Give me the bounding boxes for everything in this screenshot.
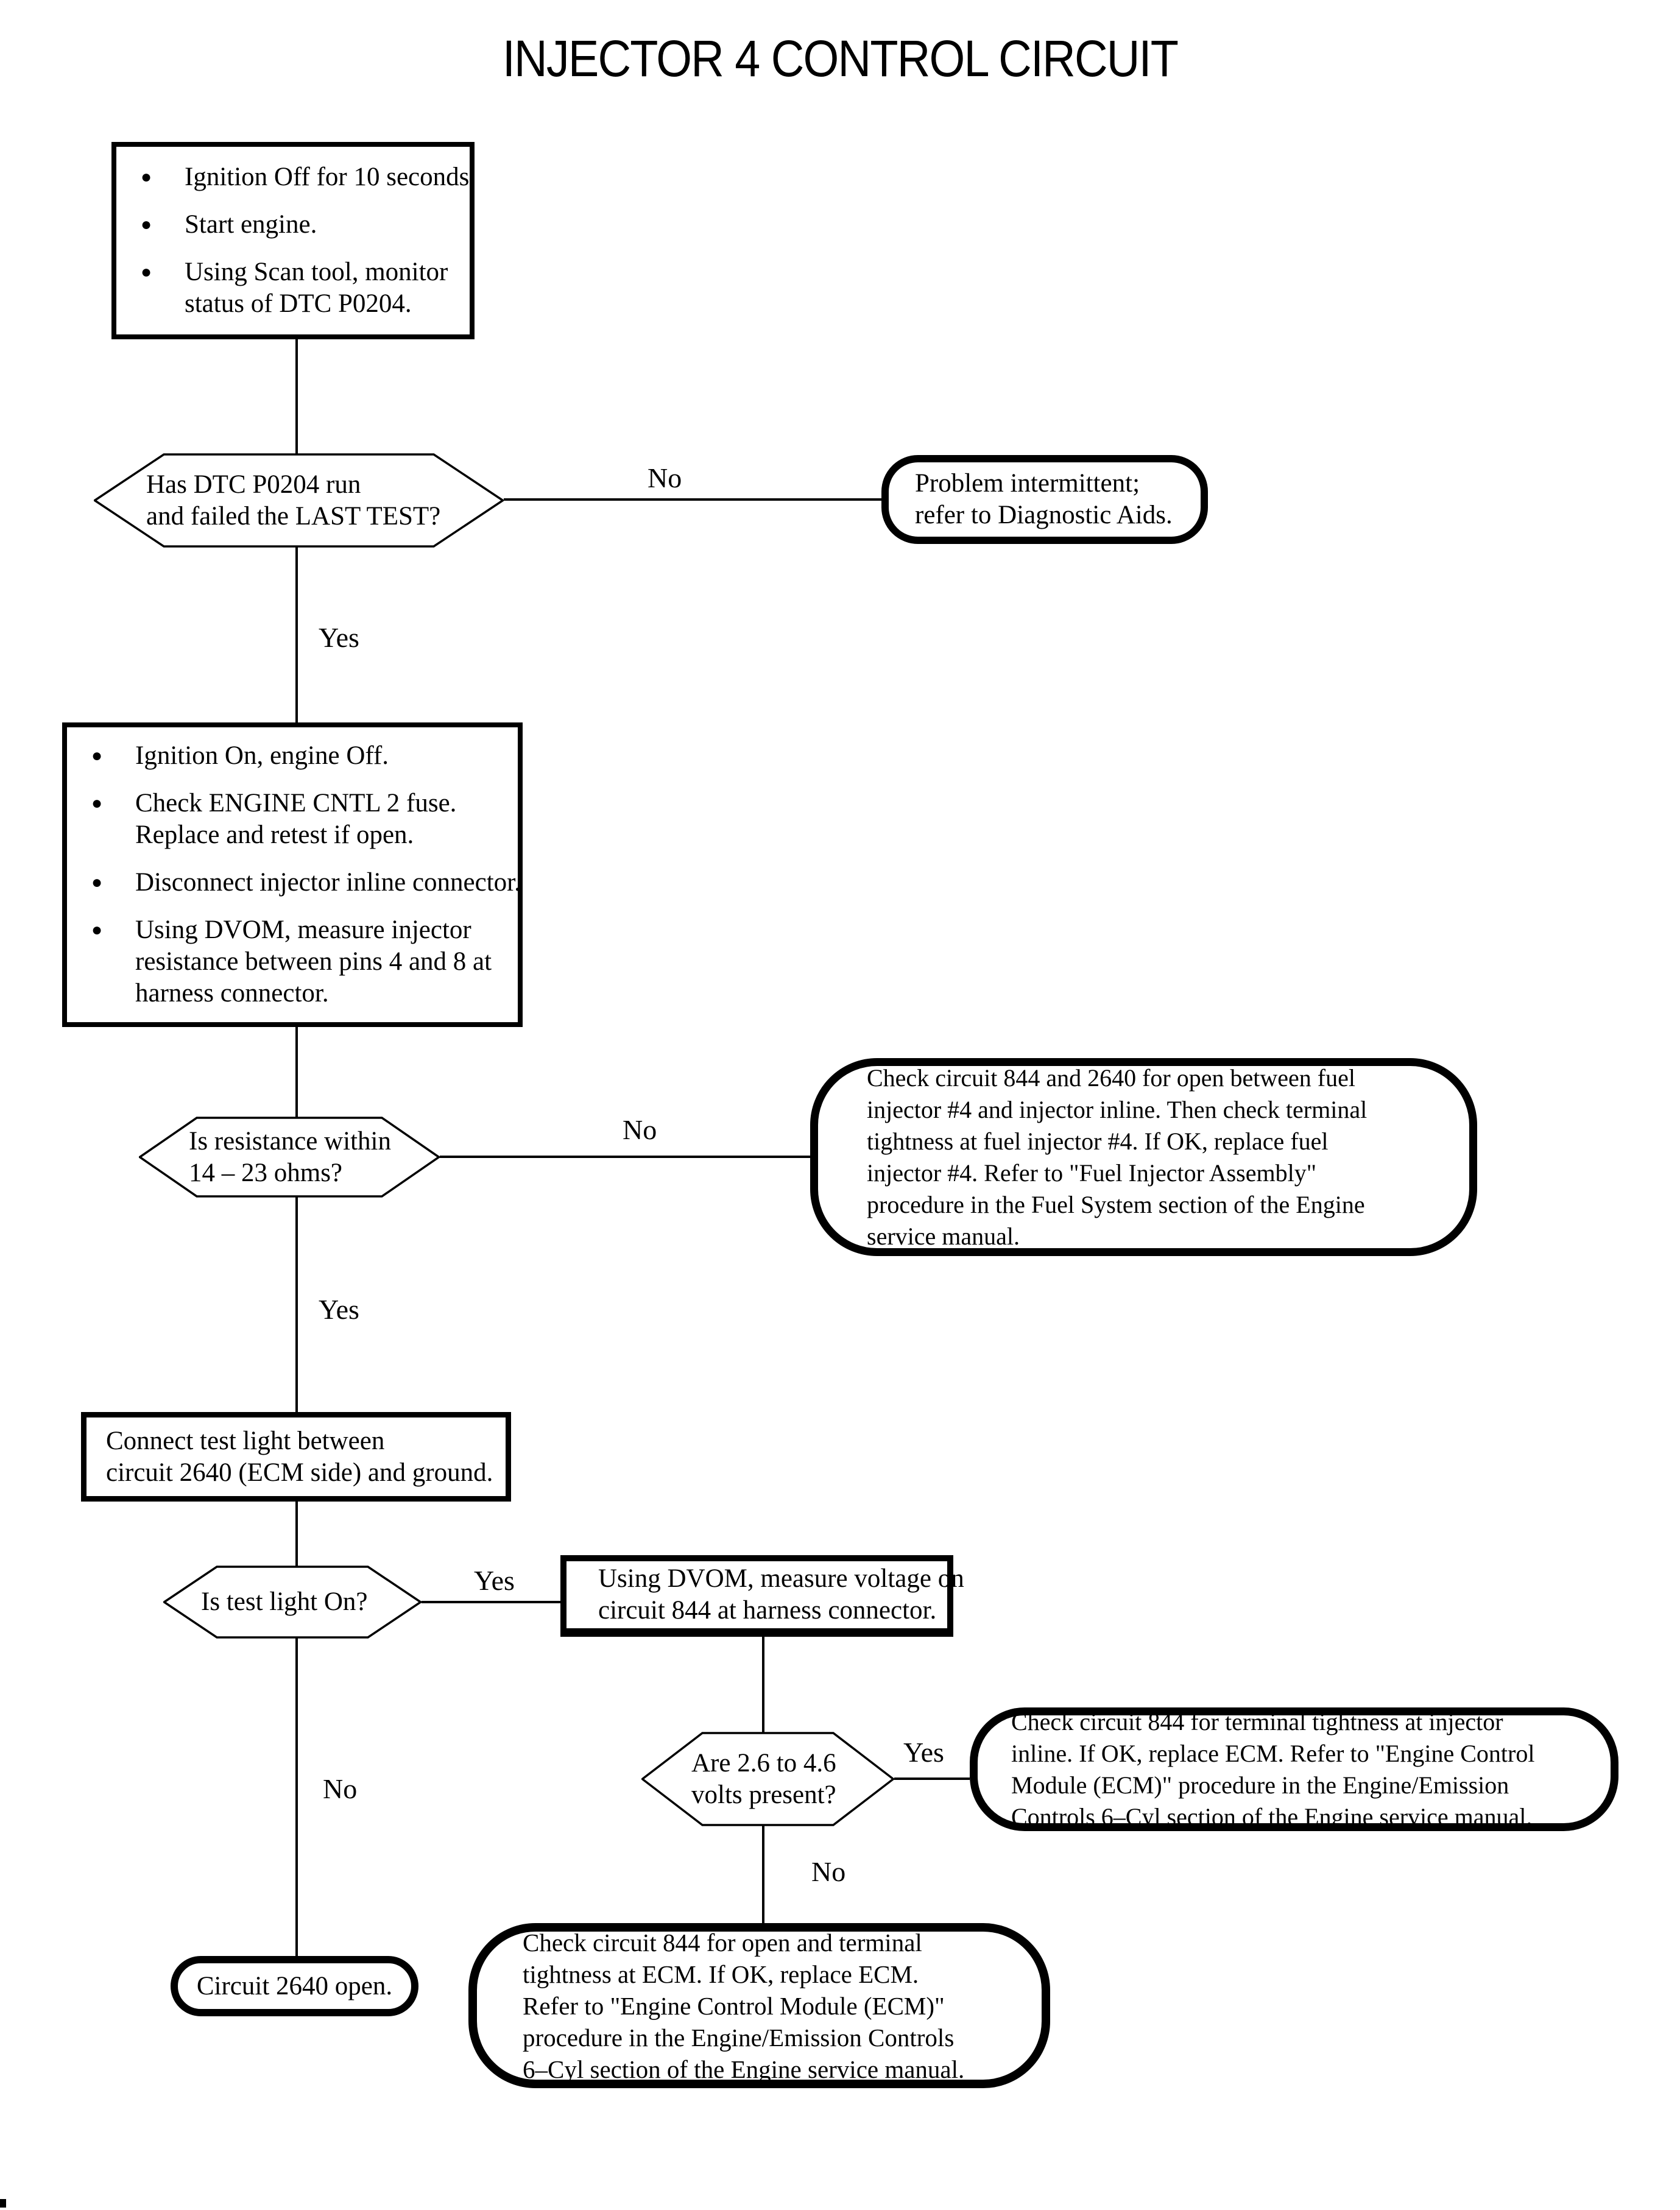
terminal-check-circuits-injector bbox=[810, 1058, 1477, 1256]
text-line: circuit 844 at harness connector. bbox=[598, 1596, 937, 1625]
decision-text bbox=[163, 1566, 422, 1639]
edge-label-no: No bbox=[648, 462, 682, 493]
connector-line bbox=[894, 1778, 970, 1780]
text-line: injector #4 and injector inline. Then check terminal bbox=[867, 1095, 1368, 1123]
text-line: resistance between pins 4 and 8 at bbox=[135, 947, 492, 976]
text-line: volts present? bbox=[691, 1780, 836, 1809]
bullet-icon: ● bbox=[141, 214, 152, 235]
bullet-icon: ● bbox=[141, 167, 152, 187]
text-line: 14 – 23 ohms? bbox=[189, 1158, 343, 1187]
action-box-test-light bbox=[81, 1412, 511, 1502]
text-line: Refer to "Engine Control Module (ECM)" bbox=[523, 1991, 945, 2020]
text-line: Module (ECM)" procedure in the Engine/Emission bbox=[1011, 1771, 1509, 1799]
bullet-text bbox=[185, 209, 470, 241]
bullet-item bbox=[141, 256, 470, 320]
edge-label-no: No bbox=[811, 1856, 846, 1887]
action-box-circuit-checks bbox=[62, 722, 523, 1027]
connector-line bbox=[504, 498, 881, 501]
edge-label-yes: Yes bbox=[903, 1737, 944, 1768]
text-line: Ignition Off for 10 seconds. bbox=[185, 163, 476, 191]
text-line: 6–Cyl section of the Engine service manual. bbox=[523, 2055, 965, 2083]
text-line: injector #4. Refer to "Fuel Injector Assembly" bbox=[867, 1159, 1317, 1187]
decision-test-light bbox=[163, 1566, 422, 1639]
bullet-text bbox=[135, 867, 521, 898]
edge-label-yes: Yes bbox=[319, 622, 359, 653]
text-line: Replace and retest if open. bbox=[135, 821, 414, 849]
text-line: Check circuit 844 for terminal tightness at injector bbox=[1011, 1707, 1503, 1735]
connector-line bbox=[295, 1500, 298, 1567]
text-line: harness connector. bbox=[135, 979, 329, 1008]
text-line: Check circuit 844 and 2640 for open between fuel bbox=[867, 1064, 1355, 1092]
text-line: procedure in the Fuel System section of the Engine bbox=[867, 1190, 1365, 1218]
text-line: Using Scan tool, monitor bbox=[185, 258, 448, 286]
connector-line bbox=[762, 1636, 764, 1733]
bullet-text bbox=[135, 740, 518, 772]
bullet-icon: ● bbox=[141, 262, 152, 282]
terminal-check-844-ecm bbox=[468, 1923, 1050, 2088]
start-box-initial-steps bbox=[111, 142, 475, 339]
decision-dtc-p0204 bbox=[94, 453, 504, 548]
text-line: Circuit 2640 open. bbox=[196, 1971, 393, 2000]
bullet-item bbox=[141, 161, 476, 193]
text-line: Disconnect injector inline connector. bbox=[135, 868, 521, 897]
connector-line bbox=[295, 1637, 298, 1957]
text-line: Are 2.6 to 4.6 bbox=[691, 1748, 836, 1778]
bullet-item bbox=[141, 209, 470, 241]
bullet-item bbox=[91, 914, 518, 1009]
connector-line bbox=[440, 1156, 810, 1158]
decision-resistance bbox=[139, 1117, 440, 1198]
bullet-item bbox=[91, 740, 518, 772]
text-line: Is test light On? bbox=[201, 1587, 368, 1616]
decision-text bbox=[139, 1117, 440, 1198]
edge-label-no: No bbox=[323, 1773, 358, 1804]
connector-line bbox=[762, 1825, 764, 1924]
text-line: tightness at fuel injector #4. If OK, replace fuel bbox=[867, 1127, 1329, 1155]
bullet-item bbox=[91, 788, 518, 851]
text-line: Controls 6–Cyl section of the Engine service manual. bbox=[1011, 1802, 1533, 1830]
text-line: refer to Diagnostic Aids. bbox=[915, 501, 1173, 529]
terminal-circuit-2640-open bbox=[171, 1956, 418, 2016]
bullet-icon: ● bbox=[91, 920, 103, 940]
bullet-text bbox=[185, 161, 476, 193]
page-title: INJECTOR 4 CONTROL CIRCUIT bbox=[502, 30, 1178, 87]
connector-line bbox=[295, 1196, 298, 1413]
text-line: service manual. bbox=[867, 1222, 1020, 1250]
decision-text bbox=[94, 453, 504, 548]
edge-label-no: No bbox=[623, 1114, 657, 1145]
bullet-text bbox=[135, 788, 518, 851]
text-line: procedure in the Engine/Emission Controls bbox=[523, 2023, 955, 2052]
text-line: Has DTC P0204 run bbox=[146, 470, 361, 499]
edge-label-yes: Yes bbox=[474, 1565, 515, 1596]
terminal-problem-intermittent bbox=[881, 455, 1208, 544]
action-box-measure-voltage bbox=[560, 1555, 964, 1637]
text-line: Start engine. bbox=[185, 210, 317, 239]
text-line: Is resistance within bbox=[189, 1126, 391, 1156]
text-line: and failed the LAST TEST? bbox=[146, 501, 441, 531]
text-line: Connect test light between bbox=[106, 1426, 385, 1455]
bullet-icon: ● bbox=[91, 746, 103, 766]
bullet-text bbox=[135, 914, 518, 1009]
text-line: inline. If OK, replace ECM. Refer to "Engine Control bbox=[1011, 1739, 1535, 1767]
terminal-check-844-replace-ecm bbox=[970, 1707, 1618, 1831]
text-line: Check circuit 844 for open and terminal bbox=[523, 1928, 922, 1957]
edge-label-yes: Yes bbox=[319, 1294, 359, 1325]
bullet-icon: ● bbox=[91, 793, 103, 813]
decision-voltage bbox=[641, 1732, 894, 1826]
text-line: tightness at ECM. If OK, replace ECM. bbox=[523, 1960, 919, 1988]
bullet-icon: ● bbox=[91, 872, 103, 892]
bullet-item bbox=[91, 867, 521, 898]
connector-line bbox=[295, 339, 298, 454]
connector-line bbox=[422, 1601, 560, 1603]
connector-line bbox=[295, 1026, 298, 1118]
text-line: Using DVOM, measure voltage on bbox=[598, 1564, 964, 1593]
text-line: Using DVOM, measure injector bbox=[135, 916, 471, 944]
text-line: Problem intermittent; bbox=[915, 469, 1140, 498]
scan-artifact bbox=[0, 2199, 6, 2208]
text-line: circuit 2640 (ECM side) and ground. bbox=[106, 1458, 493, 1487]
text-line: Ignition On, engine Off. bbox=[135, 741, 389, 770]
decision-text bbox=[641, 1732, 894, 1826]
connector-line bbox=[295, 546, 298, 724]
text-line: Check ENGINE CNTL 2 fuse. bbox=[135, 789, 457, 817]
text-line: status of DTC P0204. bbox=[185, 289, 412, 318]
bullet-text bbox=[185, 256, 470, 320]
